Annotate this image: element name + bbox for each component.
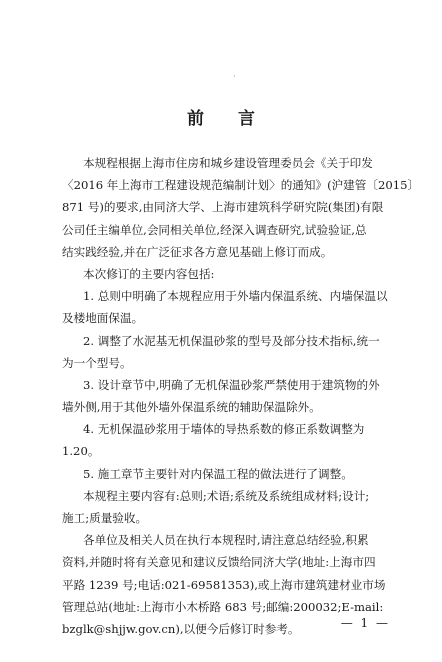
page-number: — 1 — [340, 616, 390, 630]
page-title: 前 言 [187, 109, 269, 129]
text-line: 各单位及相关人员在执行本规程时,请注意总结经验,积累 [83, 533, 369, 548]
text-line: 本规程主要内容有:总则;术语;系统及系统组成材料;设计; [83, 488, 370, 503]
text-line: 墙外侧,用于其他外墙外保温系统的辅助保温除外。 [62, 400, 321, 415]
text-line: 本次修订的主要内容包括: [83, 266, 215, 281]
text-line: 5. 施工章节主要针对内保温工程的做法进行了调整。 [83, 466, 353, 481]
text-line: 〈2016 年上海市工程建设规范编制计划〉的通知》(沪建管〔2015〕 [62, 178, 420, 193]
text-line: 管理总站(地址:上海市小木桥路 683 号;邮编:200032;E-mail: [62, 599, 384, 614]
text-line: bzglk@shjjw.gov.cn),以便今后修订时参考。 [62, 621, 300, 636]
text-line: 资料,并随时将有关意见和建议反馈给同济大学(地址:上海市四 [62, 555, 376, 570]
text-line: 结实践经验,并在广泛征求各方意见基础上修订而成。 [62, 244, 333, 259]
text-line: 及楼地面保温。 [62, 311, 144, 326]
preface-body [62, 152, 420, 640]
text-line: 4. 无机保温砂浆用于墙体的导热系数的修正系数调整为 [83, 422, 365, 437]
text-line: 1. 总则中明确了本规程应用于外墙内保温系统、内墙保温以 [83, 289, 388, 304]
text-line: 本规程根据上海市住房和城乡建设管理委员会《关于印发 [83, 156, 373, 170]
top-mark: · [233, 72, 236, 81]
text-line: 871 号)的要求,由同济大学、上海市建筑科学研究院(集团)有限 [62, 200, 384, 215]
text-line: 2. 调整了水泥基无机保温砂浆的型号及部分技术指标,统一 [83, 333, 380, 348]
text-line: 3. 设计章节中,明确了无机保温砂浆严禁使用于建筑物的外 [83, 377, 380, 392]
text-line: 施工;质量验收。 [62, 511, 148, 525]
text-line: 公司任主编单位,会同相关单位,经深入调查研究,试验验证,总 [62, 222, 367, 237]
text-line: 平路 1239 号;电话:021-69581353),或上海市建筑建材业市场 [62, 577, 386, 592]
text-line: 1.20。 [62, 444, 100, 459]
text-line: 为一个型号。 [62, 355, 132, 370]
